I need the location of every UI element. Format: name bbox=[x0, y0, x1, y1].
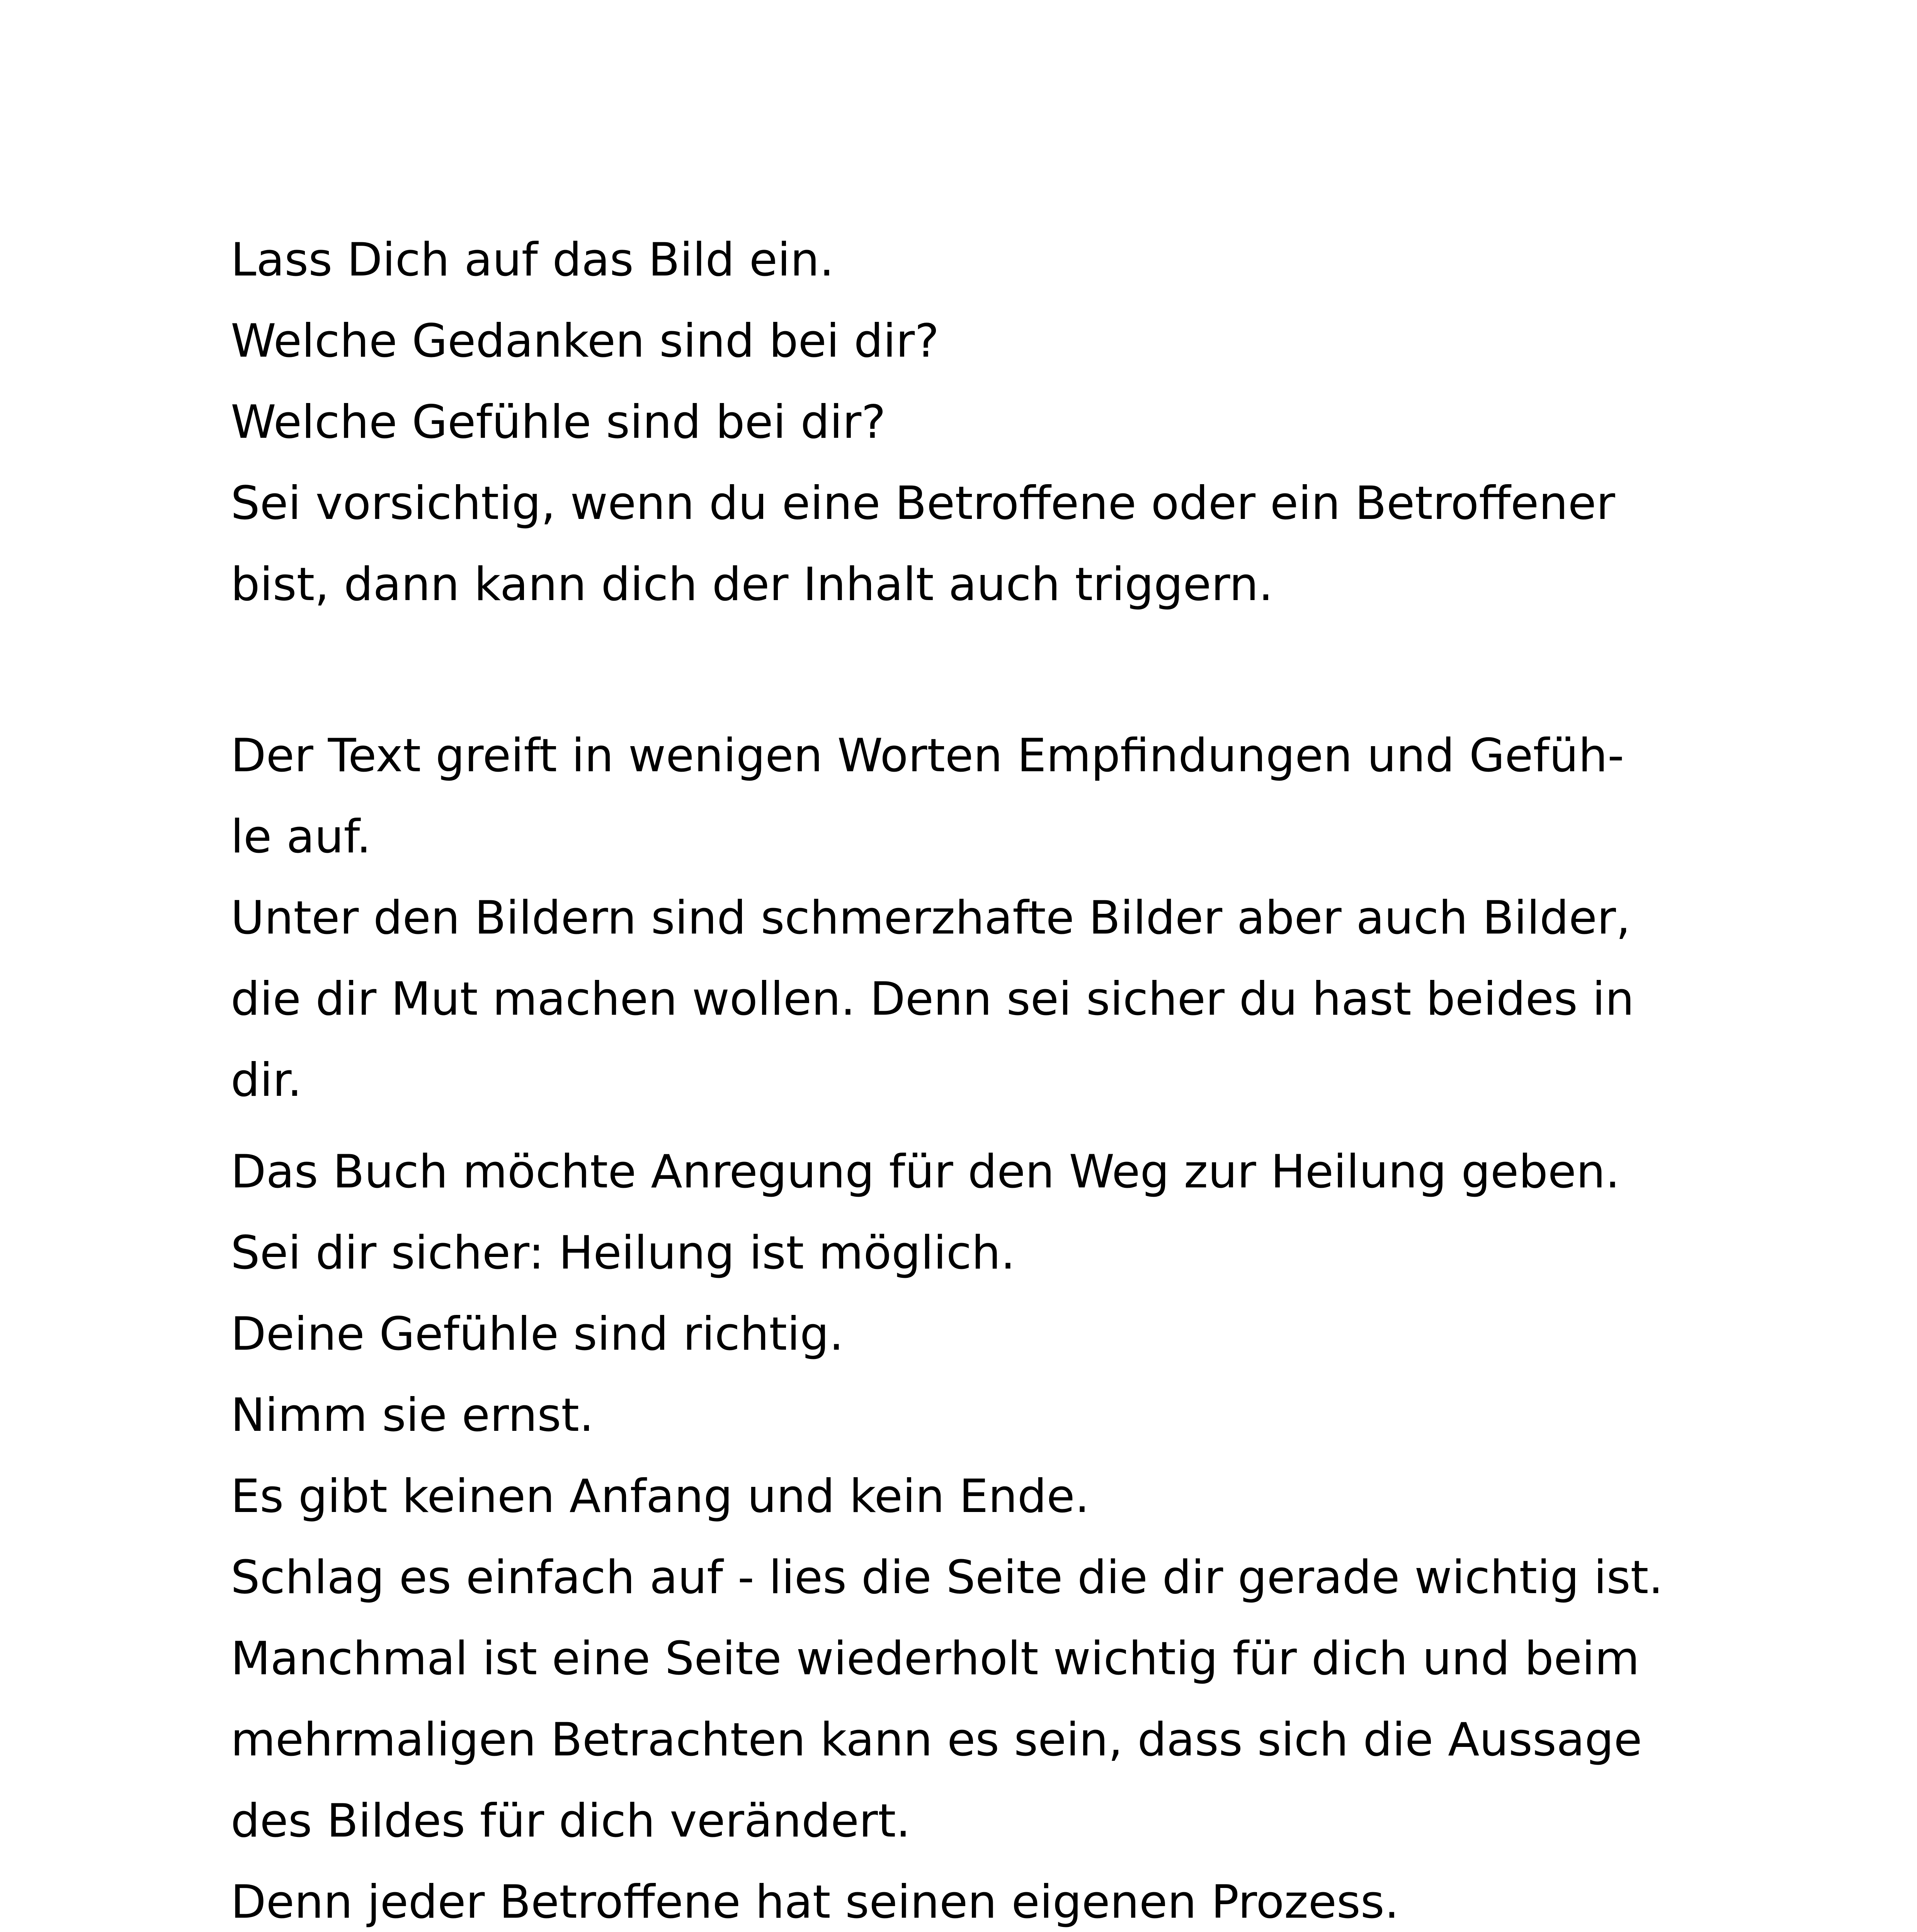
text-line: die dir Mut machen wollen. Denn sei sicher du hast beides in bbox=[231, 973, 1635, 1026]
text-line: Nimm sie ernst. bbox=[231, 1389, 594, 1442]
text-line: Denn jeder Betroffene hat seinen eigenen Prozess. bbox=[231, 1876, 1399, 1929]
text-line: Das Buch möchte Anregung für den Weg zur Heilung geben. bbox=[231, 1145, 1620, 1199]
text-line: Welche Gefühle sind bei dir? bbox=[231, 396, 886, 449]
text-line: Schlag es einfach auf - lies die Seite die dir gerade wichtig ist. bbox=[231, 1551, 1664, 1604]
text-line: Sei dir sicher: Heilung ist möglich. bbox=[231, 1226, 1015, 1280]
text-line: des Bildes für dich verändert. bbox=[231, 1794, 911, 1848]
text-line: Es gibt keinen Anfang und kein Ende. bbox=[231, 1470, 1090, 1523]
text-line: Lass Dich auf das Bild ein. bbox=[231, 233, 834, 287]
text-line: Der Text greift in wenigen Worten Empfindungen und Gefüh- bbox=[231, 729, 1624, 782]
text-line: Welche Gedanken sind bei dir? bbox=[231, 315, 939, 368]
text-line: bist, dann kann dich der Inhalt auch triggern. bbox=[231, 558, 1273, 611]
text-line: Manchmal ist eine Seite wiederholt wichtig für dich und beim bbox=[231, 1632, 1640, 1685]
text-line: le auf. bbox=[231, 810, 371, 864]
text-line: mehrmaligen Betrachten kann es sein, dass sich die Aussage bbox=[231, 1713, 1642, 1767]
text-line: Unter den Bildern sind schmerzhafte Bilder aber auch Bilder, bbox=[231, 891, 1631, 945]
text-line: dir. bbox=[231, 1054, 302, 1107]
text-line: Deine Gefühle sind richtig. bbox=[231, 1308, 844, 1361]
text-line: Sei vorsichtig, wenn du eine Betroffene oder ein Betroffener bbox=[231, 477, 1615, 530]
